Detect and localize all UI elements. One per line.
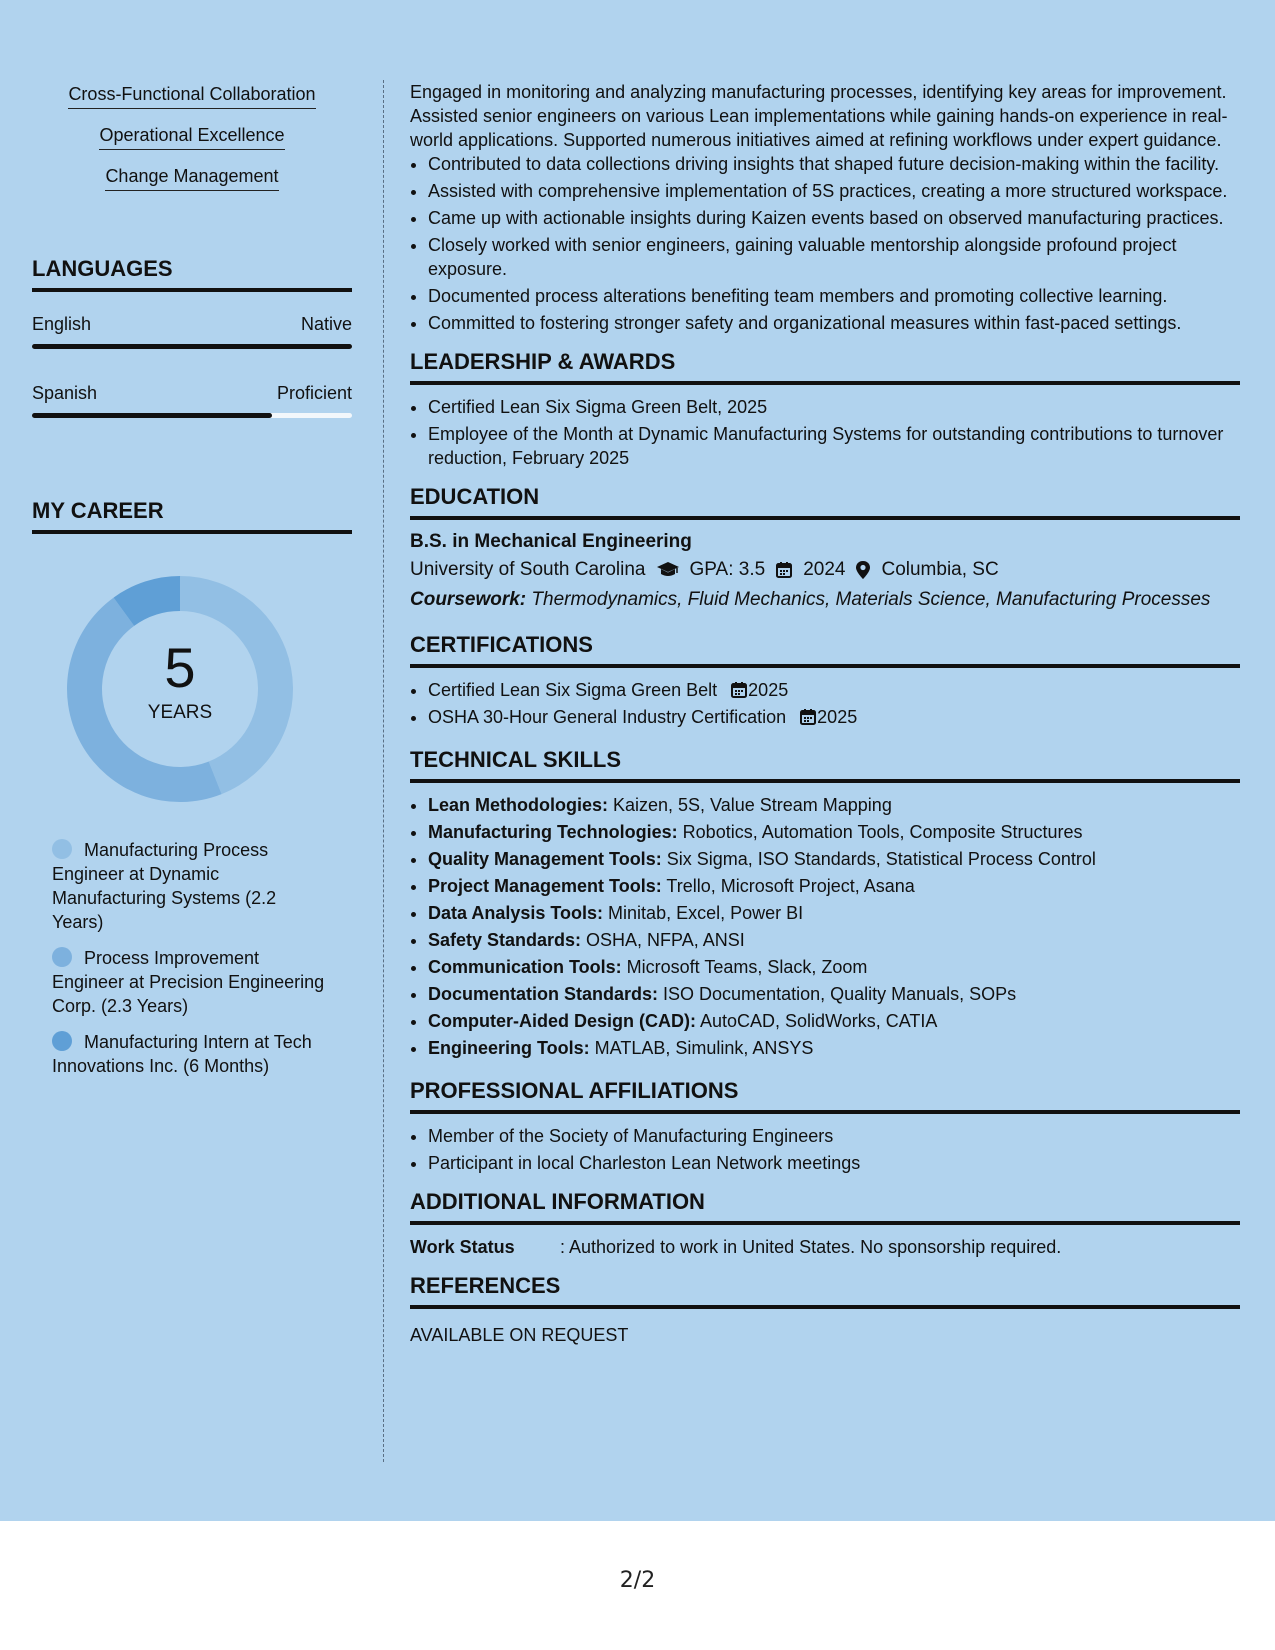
school-location: Columbia, SC <box>881 559 999 580</box>
donut-segment-2 <box>67 598 222 802</box>
technical-skill-item <box>428 1009 1240 1033</box>
career-section <box>32 498 352 1078</box>
skill-category: Quality Management Tools: <box>428 849 662 869</box>
coursework-value: Thermodynamics, Fluid Mechanics, Materials Science, Manufacturing Processes <box>526 589 1211 610</box>
additional-info-heading: ADDITIONAL INFORMATION <box>410 1189 1240 1225</box>
experience-summary: Engaged in monitoring and analyzing manufacturing processes, identifying key areas for improvement. Assisted senior engineers on various Lean implementations while gaining hands-on experience in real-world applications. Supported numerous initiatives aimed at refining workflows under expert guidance. <box>410 82 1228 150</box>
skill-values: Microsoft Teams, Slack, Zoom <box>621 957 868 977</box>
skill-values: Six Sigma, ISO Standards, Statistical Process Control <box>661 849 1096 869</box>
language-bar <box>32 344 352 349</box>
calendar-icon <box>775 561 793 579</box>
experience-bullet: • Contributed to data collections driving insights that shaped future decision-making within the facility. <box>428 152 1240 176</box>
calendar-icon <box>799 708 817 726</box>
skill-values: Minitab, Excel, Power BI <box>603 903 804 923</box>
language-name: Spanish <box>32 383 98 403</box>
school-name: University of South Carolina <box>410 559 646 580</box>
page-number: 2/2 <box>619 1568 656 1593</box>
skill-category: Data Analysis Tools: <box>428 903 604 923</box>
technical-skill-item <box>428 955 1240 979</box>
technical-skill-item <box>428 928 1240 952</box>
experience-bullet: • Documented process alterations benefiting team members and promoting collective learning. <box>428 284 1240 308</box>
language-level: Native <box>300 314 352 334</box>
leadership-list <box>410 395 1240 470</box>
experience-bullet: • Came up with actionable insights during Kaizen events based on observed manufacturing practices. <box>428 206 1240 230</box>
skill-category: Project Management Tools: <box>428 876 662 896</box>
legend-dot <box>52 947 72 967</box>
leadership-item: • Certified Lean Six Sigma Green Belt, 2025 <box>428 395 1240 419</box>
location-pin-icon <box>855 560 871 580</box>
leadership-heading: LEADERSHIP & AWARDS <box>410 349 1240 385</box>
career-donut-chart <box>32 574 352 804</box>
main-column <box>410 80 1240 1347</box>
career-total-unit: YEARS <box>147 702 213 723</box>
skill-category: Documentation Standards: <box>428 984 659 1004</box>
skill-category: Lean Methodologies: <box>428 795 608 815</box>
career-legend-label: Manufacturing Process Engineer at Dynamic Manufacturing Systems (2.2 Years) <box>52 840 277 932</box>
skill-values: Trello, Microsoft Project, Asana <box>661 876 915 896</box>
skill-label: Operational Excellence <box>99 125 284 150</box>
work-status-label: Work Status <box>410 1237 515 1257</box>
career-legend-item <box>32 838 332 934</box>
skill-category: Engineering Tools: <box>428 1038 590 1058</box>
technical-skill-item <box>428 793 1240 817</box>
experience-bullet: • Closely worked with senior engineers, gaining valuable mentorship alongside profound project exposure. <box>428 233 1240 281</box>
skill-label: Cross-Functional Collaboration <box>68 84 315 109</box>
affiliations-list <box>410 1124 1240 1175</box>
technical-skill-item <box>428 847 1240 871</box>
skill-category: Communication Tools: <box>428 957 622 977</box>
skill-tag[interactable] <box>32 125 352 150</box>
education-heading: EDUCATION <box>410 484 1240 520</box>
career-total-number: 5 <box>164 636 196 699</box>
skill-values: Kaizen, 5S, Value Stream Mapping <box>608 795 892 815</box>
experience-bullets <box>410 152 1240 335</box>
references-heading: REFERENCES <box>410 1273 1240 1309</box>
column-divider <box>383 80 384 1462</box>
skill-category: Safety Standards: <box>428 930 582 950</box>
certifications-heading: CERTIFICATIONS <box>410 632 1240 668</box>
skill-values: Robotics, Automation Tools, Composite Structures <box>677 822 1083 842</box>
career-legend-label: Process Improvement Engineer at Precision Engineering Corp. (2.3 Years) <box>52 948 325 1016</box>
affiliations-heading: PROFESSIONAL AFFILIATIONS <box>410 1078 1240 1114</box>
certifications-list <box>410 678 1240 729</box>
language-name: English <box>32 314 92 334</box>
technical-skill-item <box>428 820 1240 844</box>
certification-name: OSHA 30-Hour General Industry Certification <box>428 707 787 727</box>
skills-list <box>32 84 352 191</box>
technical-skills-list <box>410 793 1240 1060</box>
affiliation-item: • Participant in local Charleston Lean Network meetings <box>428 1151 1240 1175</box>
leadership-item: • Employee of the Month at Dynamic Manufacturing Systems for outstanding contributions to turnover reduction, February 2025 <box>428 422 1240 470</box>
skill-tag[interactable] <box>32 84 352 109</box>
graduation-year: 2024 <box>803 559 846 580</box>
references-value: AVAILABLE ON REQUEST <box>410 1325 629 1345</box>
coursework-label: Coursework: <box>410 589 527 610</box>
certification-year: 2025 <box>817 707 858 727</box>
legend-dot <box>52 839 72 859</box>
career-legend-item <box>32 1030 332 1078</box>
graduation-cap-icon <box>656 561 680 579</box>
career-heading: MY CAREER <box>32 498 352 534</box>
skill-tag[interactable] <box>32 166 352 191</box>
skill-category: Computer-Aided Design (CAD): <box>428 1011 696 1031</box>
skill-category: Manufacturing Technologies: <box>428 822 678 842</box>
education-details <box>410 558 1240 582</box>
career-legend-label: Manufacturing Intern at Tech Innovations Inc. (6 Months) <box>52 1032 312 1076</box>
skill-values: OSHA, NFPA, ANSI <box>581 930 745 950</box>
language-bar-fill <box>32 344 352 349</box>
work-status-row <box>410 1235 1240 1259</box>
language-bar-fill <box>32 413 272 418</box>
languages-heading: LANGUAGES <box>32 256 352 292</box>
skill-label: Change Management <box>105 166 278 191</box>
skill-values: MATLAB, Simulink, ANSYS <box>589 1038 814 1058</box>
calendar-icon <box>730 681 748 699</box>
certification-year: 2025 <box>748 680 789 700</box>
language-bar <box>32 413 352 418</box>
technical-skill-item <box>428 1036 1240 1060</box>
gpa-value: GPA: 3.5 <box>689 559 766 580</box>
certification-item <box>428 705 1240 729</box>
technical-skill-item <box>428 982 1240 1006</box>
language-level: Proficient <box>276 383 352 403</box>
experience-bullet: • Assisted with comprehensive implementation of 5S practices, creating a more structured workspace. <box>428 179 1240 203</box>
certification-name: Certified Lean Six Sigma Green Belt <box>428 680 718 700</box>
legend-dot <box>52 1031 72 1051</box>
technical-skill-item <box>428 874 1240 898</box>
languages-section <box>32 256 352 418</box>
language-item <box>32 314 352 349</box>
technical-skill-item <box>428 901 1240 925</box>
experience-bullet: • Committed to fostering stronger safety and organizational measures within fast-paced settings. <box>428 311 1240 335</box>
affiliation-item: • Member of the Society of Manufacturing Engineers <box>428 1124 1240 1148</box>
technical-skills-heading: TECHNICAL SKILLS <box>410 747 1240 783</box>
skill-values: ISO Documentation, Quality Manuals, SOPs <box>658 984 1017 1004</box>
certification-item <box>428 678 1240 702</box>
language-item <box>32 383 352 418</box>
coursework <box>410 588 1240 612</box>
career-legend <box>32 838 352 1078</box>
work-status-value: : Authorized to work in United States. No sponsorship required. <box>560 1237 1062 1257</box>
degree-title: B.S. in Mechanical Engineering <box>410 531 692 552</box>
career-legend-item <box>32 946 332 1018</box>
skill-values: AutoCAD, SolidWorks, CATIA <box>696 1011 938 1031</box>
